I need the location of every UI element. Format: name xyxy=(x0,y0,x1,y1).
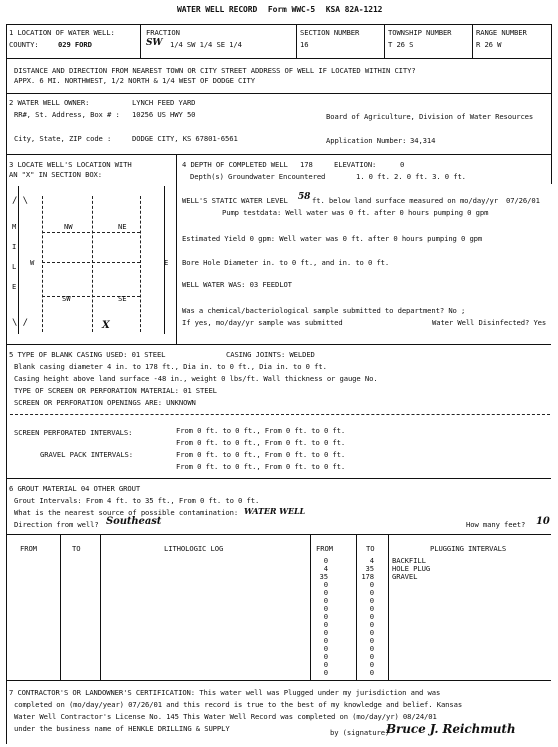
section-box-slash-bottom: \ / xyxy=(12,318,28,328)
static-level-date: 07/26/01 xyxy=(506,196,540,205)
plugging-table xyxy=(0,556,558,680)
plug-to-header: TO xyxy=(366,544,375,553)
screen-interval-row-2: From 0 ft. to 0 ft., From 0 ft. to 0 ft. xyxy=(176,438,346,447)
bore-hole-diameter: Bore Hole Diameter in. to 0 ft., and in. to 0 ft. xyxy=(182,258,390,267)
elevation-value: 0 xyxy=(400,160,405,169)
plug-row-to: 0 xyxy=(369,628,374,637)
plug-row-to: 0 xyxy=(369,580,374,589)
depth-label: 4 DEPTH OF COMPLETED WELL xyxy=(182,160,288,169)
chemical-sample: Was a chemical/bacteriological sample submitted to department? No ; xyxy=(182,306,466,315)
plug-row-to: 4 xyxy=(369,556,374,565)
section-value: 16 xyxy=(300,40,309,49)
plug-row-from: 0 xyxy=(323,556,328,565)
static-level-text: ft. below land surface measured on mo/day/yr xyxy=(312,196,498,205)
static-level-label: WELL'S STATIC WATER LEVEL xyxy=(182,196,288,205)
range-value: R 26 W xyxy=(476,40,502,49)
application-label: Application Number: xyxy=(326,136,407,145)
plug-row-to: 0 xyxy=(369,604,374,613)
fraction-value: 1/4 SW 1/4 SE 1/4 xyxy=(170,40,242,49)
fraction-label: FRACTION xyxy=(146,28,180,37)
quadrant-sw: SW xyxy=(62,294,71,303)
gravel-interval-row-2: From 0 ft. to 0 ft., From 0 ft. to 0 ft. xyxy=(176,462,346,471)
contamination-value: WATER WELL xyxy=(244,506,306,516)
distance-label: DISTANCE AND DIRECTION FROM NEAREST TOWN OR CITY STREET ADDRESS OF WELL IF LOCATED WITHIN CITY? xyxy=(14,66,416,75)
signature: Bruce J. Reichmuth xyxy=(386,722,516,736)
well-water-use: WELL WATER WAS: 03 FEEDLOT xyxy=(182,280,292,289)
plug-row-to: 35 xyxy=(365,564,374,573)
plug-row-to: 0 xyxy=(369,636,374,645)
plug-row-from: 0 xyxy=(323,612,328,621)
section-label: SECTION NUMBER xyxy=(300,28,360,37)
plug-row-to: 0 xyxy=(369,596,374,605)
feet-value: 10 xyxy=(536,516,550,527)
plug-row-from: 0 xyxy=(323,636,328,645)
groundwater-label: Depth(s) Groundwater Encountered xyxy=(190,172,326,181)
gravel-pack-label: GRAVEL PACK INTERVALS: xyxy=(40,450,133,459)
lithologic-log-header: LITHOLOGIC LOG xyxy=(164,544,224,553)
application-value: 34,314 xyxy=(410,136,436,145)
plug-row-from: 0 xyxy=(323,652,328,661)
screen-perforated-label: SCREEN PERFORATED INTERVALS: xyxy=(14,428,133,437)
log-to-header: TO xyxy=(72,544,81,553)
gravel-interval-row-1: From 0 ft. to 0 ft., From 0 ft. to 0 ft. xyxy=(176,450,346,459)
plug-row-to: 178 xyxy=(361,572,374,581)
screen-interval-row-1: From 0 ft. to 0 ft., From 0 ft. to 0 ft. xyxy=(176,426,346,435)
well-location-mark: X xyxy=(102,320,110,331)
city-value: DODGE CITY, KS 67801-6561 xyxy=(132,134,238,143)
static-level-value: 58 xyxy=(298,192,311,202)
casing-type: 5 TYPE OF BLANK CASING USED: 01 STEEL xyxy=(9,350,166,359)
plug-row-to: 0 xyxy=(369,652,374,661)
plug-row-to: 0 xyxy=(369,660,374,669)
plug-row-from: 0 xyxy=(323,604,328,613)
address-value: 10256 US HWY 50 xyxy=(132,110,196,119)
elevation-label: ELEVATION: xyxy=(334,160,377,169)
plug-row-from: 0 xyxy=(323,660,328,669)
grout-intervals: Grout Intervals: From 4 ft. to 35 ft., From 0 ft. to 0 ft. xyxy=(14,496,260,505)
mile-letter-i: I xyxy=(12,242,17,251)
county-value: 029 FORD xyxy=(58,40,92,49)
ksa-reference: KSA 82A-1212 xyxy=(325,5,383,14)
feet-label: How many feet? xyxy=(466,520,526,529)
fraction-handwritten: SW xyxy=(146,38,163,48)
plug-row-description: GRAVEL xyxy=(392,572,418,581)
township-label: TOWNSHIP NUMBER xyxy=(388,28,452,37)
distance-value: APPX. 6 MI. NORTHWEST, 1/2 NORTH & 1/4 WEST OF DODGE CITY xyxy=(14,76,255,85)
plug-row-from: 0 xyxy=(323,580,328,589)
mile-letter-m: M xyxy=(12,222,17,231)
location-label: 1 LOCATION OF WATER WELL: xyxy=(9,28,115,37)
compass-west: W xyxy=(30,258,35,267)
plug-row-to: 0 xyxy=(369,644,374,653)
plug-row-to: 0 xyxy=(369,620,374,629)
mile-letter-l: L xyxy=(12,262,17,271)
certification-line-2: completed on (mo/day/year) 07/26/01 and this record is true to the best of my knowledge and belief. Kansas xyxy=(14,700,463,709)
certification-line-4: under the business name of HENKLE DRILLING & SUPPLY xyxy=(14,724,230,733)
casing-height: Casing height above land surface -48 in., weight 0 lbs/ft. Wall thickness or gauge No. xyxy=(14,374,378,383)
county-label: COUNTY: xyxy=(9,40,39,49)
groundwater-values: 1. 0 ft. 2. 0 ft. 3. 0 ft. xyxy=(356,172,466,181)
form-number: Form WWC-5 xyxy=(267,5,316,14)
board-label: Board of Agriculture, Division of Water Resources xyxy=(326,112,534,121)
estimated-yield: Estimated Yield 0 gpm: Well water was 0 ft. after 0 hours pumping 0 gpm xyxy=(182,234,483,243)
quadrant-ne: NE xyxy=(118,222,127,231)
city-label: City, State, ZIP code : xyxy=(14,134,112,143)
plug-row-from: 0 xyxy=(323,620,328,629)
blank-casing-diameter: Blank casing diameter 4 in. to 178 ft., Dia in. to 0 ft., Dia in. to 0 ft. xyxy=(14,362,327,371)
screen-openings: SCREEN OR PERFORATION OPENINGS ARE: UNKNOWN xyxy=(14,398,196,407)
locate-label-2: AN "X" IN SECTION BOX: xyxy=(9,170,102,179)
disinfected: Water Well Disinfected? Yes xyxy=(432,318,547,327)
direction-label: Direction from well? xyxy=(14,520,99,529)
address-label: RR#, St. Address, Box # : xyxy=(14,110,120,119)
township-value: T 26 S xyxy=(388,40,414,49)
form-title: WATER WELL RECORD xyxy=(177,5,258,14)
plug-row-to: 0 xyxy=(369,612,374,621)
contamination-label: What is the nearest source of possible contamination: xyxy=(14,508,239,517)
casing-joints: CASING JOINTS: WELDED xyxy=(226,350,315,359)
plug-from-header: FROM xyxy=(316,544,333,553)
quadrant-nw: NW xyxy=(64,222,73,231)
plug-row-description: HOLE PLUG xyxy=(392,564,431,573)
owner-label: 2 WATER WELL OWNER: xyxy=(9,98,90,107)
signature-label: by (signature) xyxy=(330,728,390,737)
owner-value: LYNCH FEED YARD xyxy=(132,98,196,107)
grout-material: 6 GROUT MATERIAL 04 OTHER GROUT xyxy=(9,484,141,493)
certification-line-3: Water Well Contractor's License No. 145 This Water Well Record was completed on (mo/day/yr) 08/24/01 xyxy=(14,712,437,721)
plug-row-to: 0 xyxy=(369,668,374,677)
plug-row-from: 0 xyxy=(323,588,328,597)
form-header xyxy=(177,5,382,14)
section-box-slash-top: / \ xyxy=(12,196,28,206)
log-from-header: FROM xyxy=(20,544,37,553)
range-label: RANGE NUMBER xyxy=(476,28,527,37)
direction-value: Southeast xyxy=(106,516,162,527)
quadrant-se: SE xyxy=(118,294,127,303)
plug-row-from: 35 xyxy=(319,572,328,581)
plugging-intervals-header: PLUGGING INTERVALS xyxy=(430,544,507,553)
plug-row-description: BACKFILL xyxy=(392,556,426,565)
plug-row-from: 0 xyxy=(323,628,328,637)
plug-row-from: 0 xyxy=(323,668,328,677)
mile-letter-e: E xyxy=(12,282,17,291)
certification-line-1: 7 CONTRACTOR'S OR LANDOWNER'S CERTIFICATION: This water well was Plugged under my jurisdiction and was xyxy=(9,688,441,697)
plug-row-from: 0 xyxy=(323,644,328,653)
plug-row-from: 4 xyxy=(323,564,328,573)
depth-value: 178 xyxy=(300,160,313,169)
locate-label-1: 3 LOCATE WELL'S LOCATION WITH xyxy=(9,160,132,169)
pump-testdata: Pump testdata: Well water was 0 ft. after 0 hours pumping 0 gpm xyxy=(222,208,489,217)
chemical-sample-date: If yes, mo/day/yr sample was submitted xyxy=(182,318,343,327)
plug-row-to: 0 xyxy=(369,588,374,597)
plug-row-from: 0 xyxy=(323,596,328,605)
screen-material: TYPE OF SCREEN OR PERFORATION MATERIAL: 01 STEEL xyxy=(14,386,217,395)
compass-east: E xyxy=(164,258,169,267)
